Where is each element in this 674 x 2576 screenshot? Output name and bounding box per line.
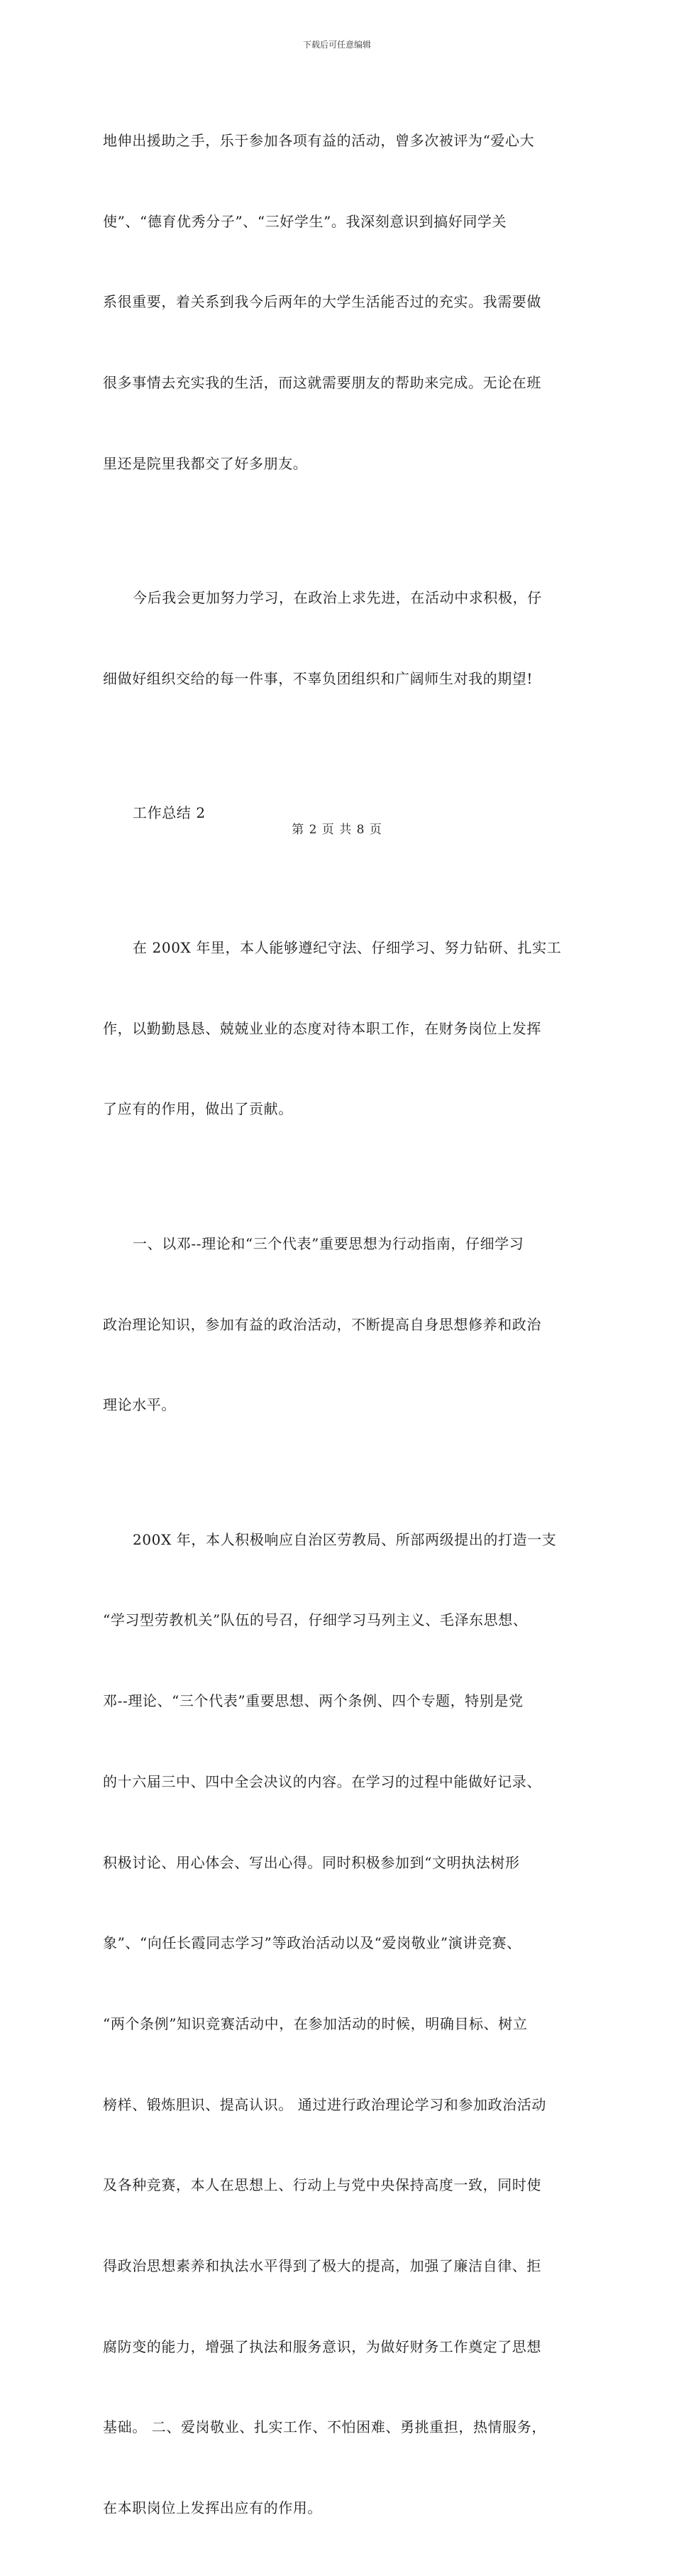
body-line: 地伸出援助之手，乐于参加各项有益的活动，曾多次被评为“爱心大 <box>103 131 535 149</box>
paragraph-intro <box>103 881 573 1177</box>
body-line: 使”、“德育优秀分子”、“三好学生”。我深刻意识到搞好同学关 <box>103 212 507 230</box>
body-line: 政治理论知识，参加有益的政治活动，不断提高自身思想修养和政治 <box>103 1315 541 1333</box>
body-line: 里还是院里我都交了好多朋友。 <box>103 454 308 472</box>
document-body <box>103 74 573 2576</box>
section-heading <box>103 747 573 882</box>
body-line: 及各种竞赛，本人在思想上、行动上与党中央保持高度一致，同时使 <box>103 2176 541 2194</box>
body-line: 一、以邓--理论和“三个代表”重要思想为行动指南，仔细学习 <box>133 1234 524 1252</box>
footer-prefix: 第 <box>292 823 305 837</box>
body-line: 在本职岗位上发挥出应有的作用。 <box>103 2499 322 2517</box>
body-line: 今后我会更加努力学习，在政治上求先进，在活动中求积极，仔 <box>133 589 542 607</box>
page-number-footer <box>0 819 674 837</box>
body-line: “学习型劳教机关”队伍的号召，仔细学习马列主义、毛泽东思想、 <box>103 1611 528 1629</box>
body-line: 理论水平。 <box>103 1396 176 1414</box>
paragraph-details <box>103 1473 573 2576</box>
body-line: 系很重要，着关系到我今后两年的大学生活能否过的充实。我需要做 <box>103 293 541 311</box>
paragraph-continued <box>103 74 573 531</box>
footer-suffix: 页 <box>369 823 382 837</box>
body-line: “两个条例”知识竞赛活动中，在参加活动的时候，明确目标、树立 <box>103 2015 528 2032</box>
body-line: 细做好组织交给的每一件事，不辜负团组织和广阔师生对我的期望! <box>103 669 534 687</box>
body-line: 在 200X 年里，本人能够遵纪守法、仔细学习、努力钻研、扎实工 <box>133 938 562 956</box>
body-line: 象”、“向任长霞同志学习”等政治活动以及“爱岗敬业”演讲竞赛、 <box>103 1934 521 1952</box>
body-line: 基础。 二、爱岗敬业、扎实工作、不怕困难、勇挑重担，热情服务， <box>103 2418 546 2436</box>
page-header-note: 下载后可任意编辑 <box>302 40 371 50</box>
body-line: 200X 年，本人积极响应自治区劳教局、所部两级提出的打造一支 <box>133 1530 557 1548</box>
body-line: 得政治思想素养和执法水平得到了极大的提高，加强了廉洁自律、拒 <box>103 2257 541 2275</box>
body-line: 的十六届三中、四中全会决议的内容。在学习的过程中能做好记录、 <box>103 1772 541 1790</box>
section-title: 工作总结 2 <box>133 804 206 822</box>
body-line: 腐防变的能力，增强了执法和服务意识，为做好财务工作奠定了思想 <box>103 2337 541 2355</box>
body-line: 作，以勤勤恳恳、兢兢业业的态度对待本职工作，在财务岗位上发挥 <box>103 1019 541 1037</box>
body-line: 积极讨论、用心体会、写出心得。同时积极参加到“文明执法树形 <box>103 1853 520 1871</box>
paragraph-future-plans <box>103 531 573 746</box>
body-line: 榜样、锻炼胆识、提高认识。 通过进行政治理论学习和参加政治活动 <box>103 2095 546 2113</box>
footer-middle: 页 共 <box>321 823 353 837</box>
body-line: 邓--理论、“三个代表”重要思想、两个条例、四个专题，特别是党 <box>103 1692 524 1710</box>
body-line: 了应有的作用，做出了贡献。 <box>103 1100 293 1118</box>
current-page-number: 2 <box>309 823 318 837</box>
total-pages-number: 8 <box>356 823 365 837</box>
body-line: 很多事情去充实我的生活，而这就需要朋友的帮助来完成。无论在班 <box>103 373 541 391</box>
paragraph-point-one <box>103 1177 573 1473</box>
